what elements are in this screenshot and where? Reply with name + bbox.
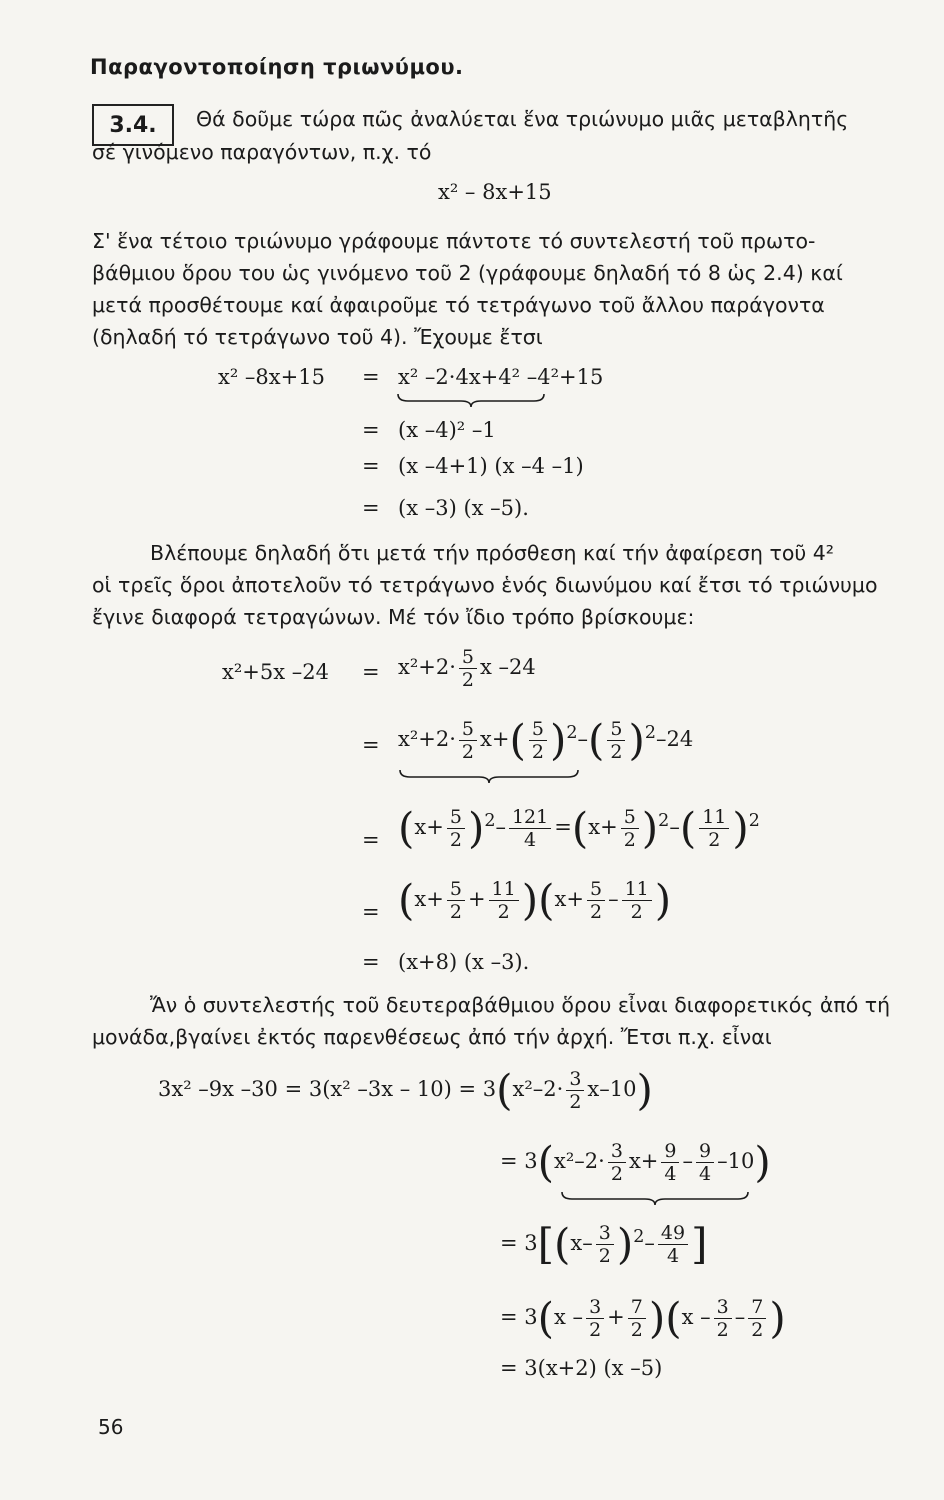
deriv3-line1: 3x² –9x –30 = 3(x² –3x – 10) = 3(x²–2· $\frac{3}{2}$ x–10) (158, 1065, 653, 1115)
para2-line4: (δηλαδή τό τετράγωνο τοῦ 4). Ἔχουμε ἔτσι (92, 325, 543, 349)
deriv1-step2: (x –4)² –1 (398, 418, 496, 442)
para4-line1: Ἄν ὁ συντελεστής τοῦ δευτεραβάθμιου ὅρου εἶναι διαφορετικός ἀπό τή (150, 993, 891, 1017)
deriv2-step5: (x+8) (x –3). (398, 950, 530, 974)
para1-line2: σέ γινόμενο παραγόντων, π.χ. τό (92, 140, 432, 164)
example-trinomial: x² – 8x+15 (438, 180, 552, 204)
para2-line3: μετά προσθέτουμε καί ἀφαιροῦμε τό τετράγωνο τοῦ ἄλλου παράγοντα (92, 293, 825, 317)
deriv1-step1: x² –2·4x+4² –4²+15 (398, 365, 604, 389)
para3-line2: οἱ τρεῖς ὅροι ἀποτελοῦν τό τετράγωνο ἑνός διωνύμου καί ἔτσι τό τριώνυμο (92, 573, 878, 597)
deriv1-step3: (x –4+1) (x –4 –1) (398, 454, 584, 478)
deriv2-step1: x²+2· $\frac{5}{2}$ x –24 (398, 646, 536, 691)
section-number-box: 3.4. (92, 104, 174, 146)
deriv2-eq4: = (362, 900, 380, 924)
deriv1-lhs: x² –8x+15 (218, 365, 325, 389)
deriv3-line2: = 3(x²–2· $\frac{3}{2}$ x+ $\frac{9}{4}$ – $\frac{9}{4}$ –10) (500, 1137, 771, 1187)
para2-line2: βάθμιου ὅρου του ὡς γινόμενο τοῦ 2 (γράφουμε δηλαδή τό 8 ὡς 2.4) καί (92, 261, 843, 285)
section-heading: Παραγοντοποίηση τριωνύμου. (90, 55, 464, 79)
underbrace (396, 392, 546, 408)
deriv2-eq3: = (362, 828, 380, 852)
para3-line3: ἔγινε διαφορά τετραγώνων. Μέ τόν ἴδιο τρόπο βρίσκουμε: (92, 605, 695, 629)
underbrace-3 (560, 1190, 750, 1206)
para4-line2: μονάδα,βγαίνει ἐκτός παρενθέσεως ἀπό τήν ἀρχή. Ἔτσι π.χ. εἶναι (92, 1025, 772, 1049)
underbrace-2 (398, 768, 580, 784)
deriv1-eq3: = (362, 454, 380, 478)
deriv3-line3: = 3[(x– $\frac{3}{2}$ )$^2$– $\frac{49}{4}$ ] (500, 1219, 708, 1269)
page-number: 56 (98, 1415, 124, 1439)
para3-line1: Βλέπουμε δηλαδή ὅτι μετά τήν πρόσθεση καί τήν ἀφαίρεση τοῦ 4² (150, 541, 834, 565)
deriv3-line5: = 3(x+2) (x –5) (500, 1356, 663, 1380)
deriv2-eq2: = (362, 733, 380, 757)
deriv1-eq4: = (362, 496, 380, 520)
deriv3-line4: = 3(x – $\frac{3}{2}$ + $\frac{7}{2}$ )(x – $\frac{3}{2}$ – $\frac{7}{2}$ ) (500, 1293, 786, 1343)
para1-line1: Θά δοῦμε τώρα πῶς ἀναλύεται ἕνα τριώνυμο μιᾶς μεταβλητῆς (196, 107, 849, 131)
deriv2-step4: (x+ $\frac{5}{2}$ + $\frac{11}{2}$ )(x+ $\frac{5}{2}$ – $\frac{11}{2}$ ) (398, 875, 672, 925)
deriv1-step4: (x –3) (x –5). (398, 496, 529, 520)
deriv2-step3: (x+ $\frac{5}{2}$ )$^2$– $\frac{121}{4}$ =(x+ $\frac{5}{2}$ )$^2$–( $\frac{11}{2}$ )$^2$ (398, 803, 760, 853)
deriv1-eq1: = (362, 365, 380, 389)
para2-line1: Σ' ἕνα τέτοιο τριώνυμο γράφουμε πάντοτε τό συντελεστή τοῦ πρωτο- (92, 229, 816, 253)
deriv2-lhs: x²+5x –24 (222, 660, 329, 684)
deriv2-eq1: = (362, 660, 380, 684)
deriv2-step2: x²+2· $\frac{5}{2}$ x+( $\frac{5}{2}$ )$^2$–( $\frac{5}{2}$ )$^2$–24 (398, 715, 694, 765)
deriv1-eq2: = (362, 418, 380, 442)
deriv2-eq5: = (362, 950, 380, 974)
